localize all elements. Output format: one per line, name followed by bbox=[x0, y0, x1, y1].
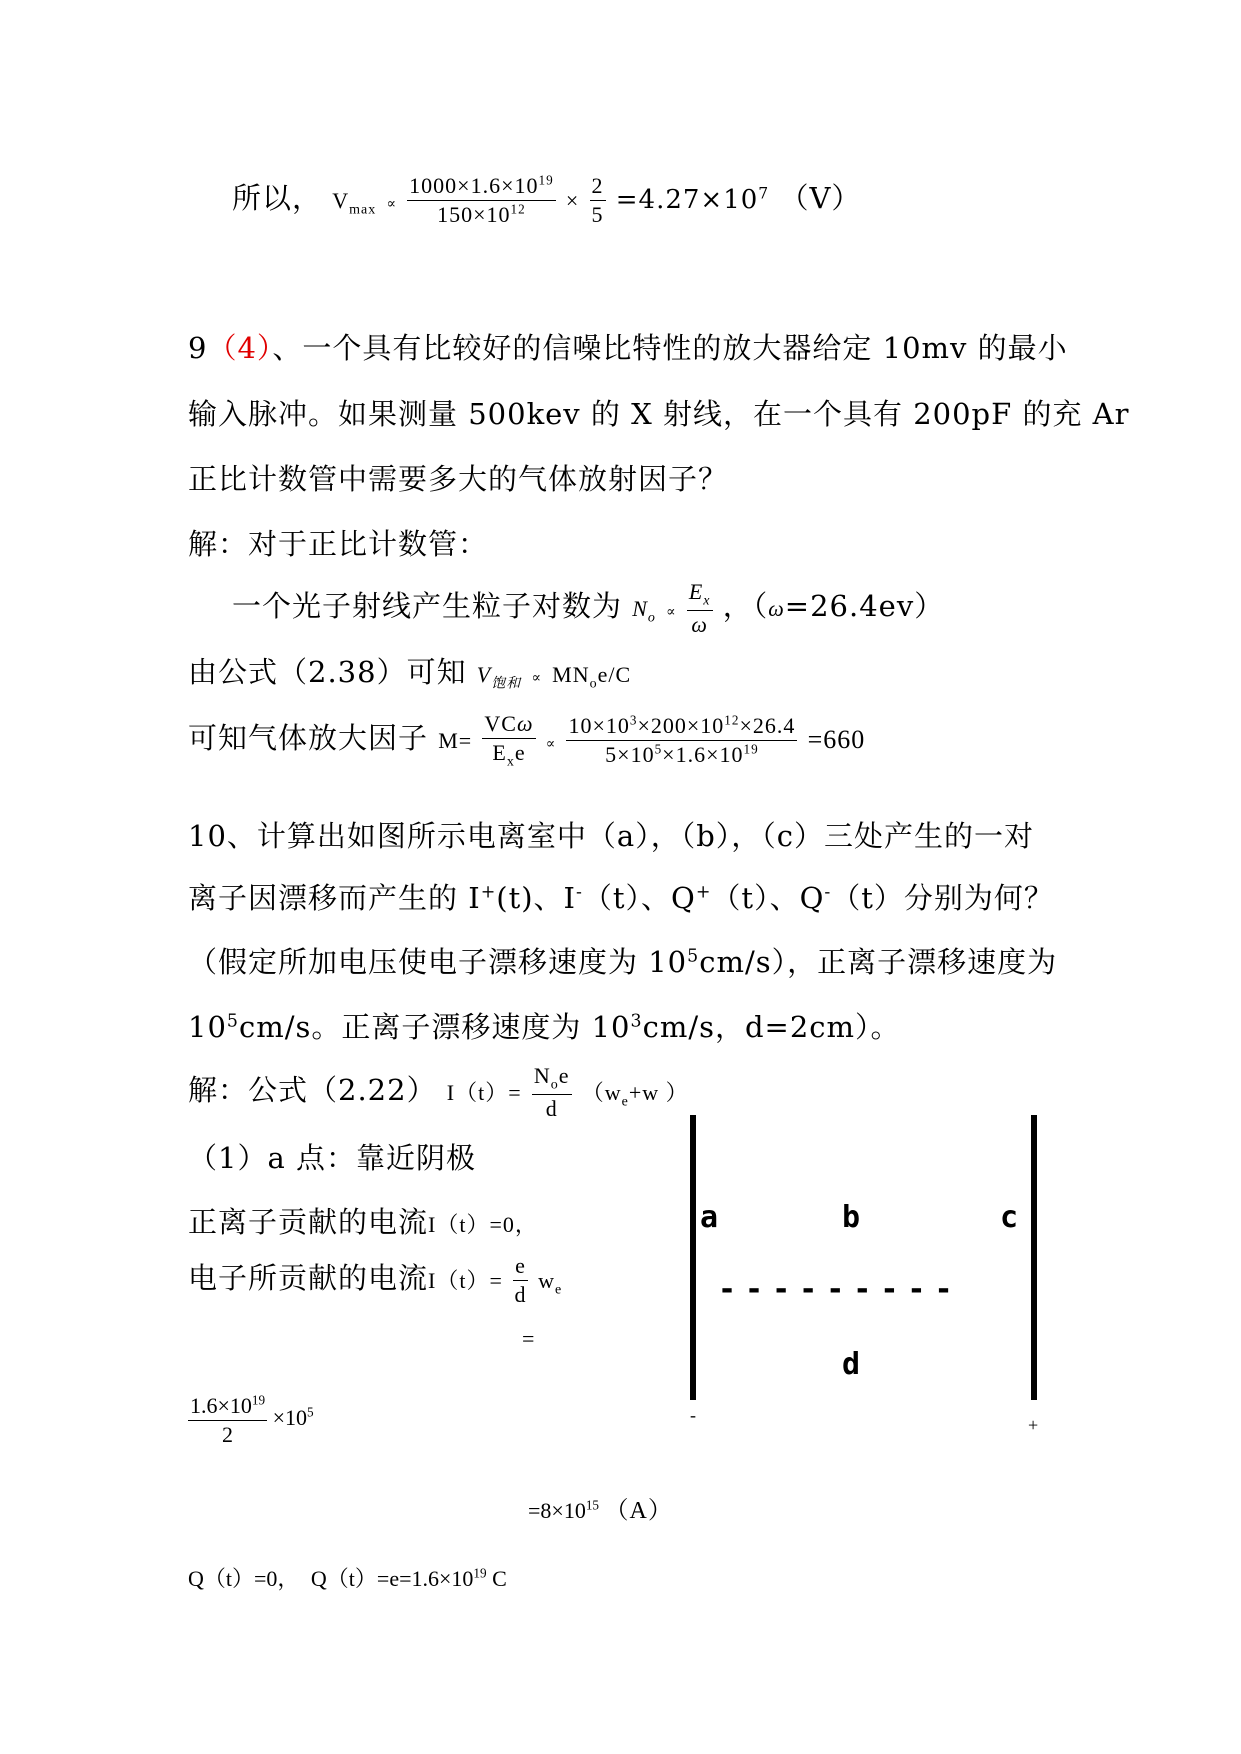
q10-eq-sign: = bbox=[522, 1326, 535, 1351]
gain-fraction: VCω $E_xe$ bbox=[484, 711, 534, 769]
q10-fraction: $N_oe$ d bbox=[533, 1063, 570, 1121]
q10-ele-current: 电子所贡献的电流I（t）= $\frac{e}{d}$ $w_e$ bbox=[188, 1253, 563, 1307]
q9-line1: 9（4）、一个具有比较好的信噪比特性的放大器给定 10mv 的最小 bbox=[188, 331, 1068, 365]
diagram-minus: - bbox=[690, 1405, 696, 1425]
q10-calc: $\frac{1.6\times 10^{19}}{2}$ $\times 10^5$ bbox=[190, 1392, 314, 1447]
ex-over-omega: $\frac{E_x}{\omega}$ bbox=[688, 579, 711, 637]
q10-line4: $10^5cm/s$。正离子漂移速度为 $10^3cm/s$，d=2cm）。 bbox=[188, 1010, 901, 1044]
top-formula bbox=[232, 172, 861, 228]
diagram-label-d: d bbox=[842, 1347, 861, 1382]
q9-marker: （4） bbox=[207, 331, 273, 365]
prop-sign: ∝ bbox=[386, 197, 397, 212]
q9-solution: 解：对于正比计数管： bbox=[188, 527, 489, 561]
diagram-label-c: c bbox=[1000, 1200, 1019, 1235]
times-sign: × bbox=[565, 188, 580, 213]
top-fraction-2: $\frac{2}{5}$ bbox=[591, 173, 604, 227]
q9-formula-line: 由公式（2.38）可知 $V_{饱和} \propto MN_oe/C$ bbox=[188, 655, 632, 692]
q10-line1: 10、计算出如图所示电离室中（a），（b），（c）三处产生的一对 bbox=[188, 819, 1034, 853]
diagram-plus: + bbox=[1028, 1415, 1039, 1435]
q9-line2: 输入脉冲。如果测量 500kev 的 X 射线，在一个具有 200pF 的充 Ar bbox=[188, 397, 1130, 431]
diagram-label-a: a bbox=[700, 1200, 719, 1235]
cathode-plate bbox=[690, 1115, 696, 1400]
anode-plate bbox=[1031, 1115, 1037, 1400]
q10-calc-fraction: $\frac{1.6\times 10^{19}}{2}$ bbox=[190, 1392, 266, 1447]
q9-line3: 正比计数管中需要多大的气体放射因子？ bbox=[188, 462, 729, 496]
e-over-d: $\frac{e}{d}$ bbox=[514, 1253, 527, 1307]
top-prefix: 所以， bbox=[232, 181, 323, 215]
diagram-dashed-line: --------- bbox=[718, 1272, 962, 1307]
top-result: $=4.27\times 10^7$ bbox=[615, 184, 770, 215]
q10-line2: 离子因漂移而产生的 I+(t)、I-（t）、Q+（t）、Q-（t）分别为何？ bbox=[188, 881, 1054, 915]
top-fraction: $\frac{1000\times 1.6\times 10^{19}}{150\times 10^{12}}$ bbox=[409, 172, 554, 227]
top-unit: （V） bbox=[779, 181, 862, 215]
q9-pair-line: 一个光子射线产生粒子对数为 $N_o$ ∝ $\frac{E_x}{\omega}$ ，（ω=26.4ev） bbox=[232, 579, 945, 637]
diagram-label-b: b bbox=[842, 1200, 861, 1235]
gain-calc-fraction: $\frac{10\times 10^3\times 200\times 10^{12}\times 26.4}{5\times 10^5\times 1.6\times 10^{19}}$ bbox=[568, 712, 796, 767]
q10-line3: （假定所加电压使电子漂移速度为 $10^5cm/s$），正离子漂移速度为 bbox=[188, 945, 1058, 979]
q10-calc-result: $=8\times 10^{15}$ （A） bbox=[528, 1497, 673, 1524]
q10-a-point: （1）a 点：靠近阴极 bbox=[188, 1141, 476, 1175]
q10-pos-current: 正离子贡献的电流I（t）=0， bbox=[188, 1205, 538, 1239]
vmax: $V_{max}$ bbox=[332, 188, 377, 218]
q10-charge: Q（t）=0， $Q(t)=e=1.6\times 10^{19}$ C bbox=[188, 1565, 507, 1591]
q10-solution: 解：公式（2.22） I（t）= $N_oe$ d （$w_e+w$ ） bbox=[188, 1063, 689, 1121]
q9-gain-line: 可知气体放大因子 M= VCω $E_xe$ ∝ $\frac{10\times 10^3\times 200\times 10^{12}\times 26.4}{5\times 10^5\times 1.6\times 10^{19}}$ =660 bbox=[188, 711, 866, 769]
